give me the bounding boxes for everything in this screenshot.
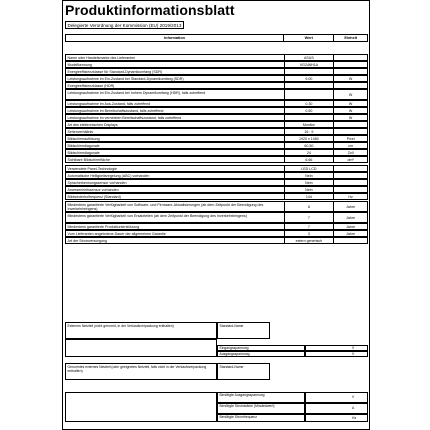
row-value: Monitor <box>285 122 335 127</box>
psu-required-frequency-label: Benötigte Stromfrequenz <box>217 414 305 422</box>
row-value: LED LCD <box>285 166 335 171</box>
row-value: Nein <box>285 173 335 178</box>
row-unit <box>334 83 367 88</box>
row-unit: W <box>348 115 353 120</box>
table-row <box>65 186 368 193</box>
row-unit: Pixel <box>346 136 355 141</box>
row-label: Leistungsaufnahme im Aus-Zustand, falls zutreffend <box>66 101 285 106</box>
table-row <box>65 128 368 135</box>
row-label: Vom Lieferanten angebotene Dauer der allgemeinen Garantie <box>66 231 285 236</box>
row-value <box>285 83 335 88</box>
row-label: Art des elektronischen Displays <box>66 122 285 127</box>
row-value: Nein <box>285 180 335 185</box>
row-value: 0.30 <box>285 101 335 106</box>
row-value: ASUS <box>285 55 335 60</box>
row-label: Leistungsaufnahme im vernetzten Bereitschaftszustand, falls zutreffend <box>66 115 285 120</box>
table-row <box>65 212 368 223</box>
table-row <box>65 165 368 172</box>
psu-generic-standard: Standard-Name <box>217 363 270 380</box>
table-row <box>65 172 368 179</box>
table-row <box>65 61 368 68</box>
row-unit: Jahre <box>346 204 356 209</box>
row-unit <box>334 129 367 134</box>
header-value: Wert <box>284 35 334 41</box>
table-row <box>65 142 368 149</box>
psu-required-current-label: Benötigte Stromstärke (Mindestwert) <box>217 403 305 414</box>
row-value: 144 <box>285 194 335 199</box>
row-value: 16 : 9 <box>285 129 335 134</box>
row-label: Automatische Helligkeitsregelung (ABC) vorhanden <box>66 173 285 178</box>
row-value <box>285 90 335 99</box>
row-value <box>285 69 335 74</box>
psu-required-frequency-unit: Hz <box>352 416 357 420</box>
row-unit <box>334 187 367 192</box>
row-label: Bildschirmdiagonale <box>66 143 285 148</box>
row-label: Verwendete Panel-Technologie <box>66 166 285 171</box>
row-value: 1920 x 1080 <box>285 136 335 141</box>
row-unit: W <box>348 101 353 106</box>
psu-required-current-value <box>305 403 368 414</box>
psu-external-label: Externes Netzteil (nicht genormt, in der Verkaufsverpackung enthalten) <box>65 322 217 339</box>
row-value: 7 <box>285 213 335 222</box>
table-row <box>65 179 368 186</box>
row-label: Mindestens garantierte Verfügbarkeit von Ersatzteilen (ab dem Zeitpunkt der Beendigung des Inverkehrbringens) <box>66 213 285 222</box>
row-label: Mindestens garantierte Produktunterstützung <box>66 224 285 229</box>
psu-output-voltage-unit: V <box>352 351 355 356</box>
psu-required-voltage-unit: V <box>352 395 355 399</box>
psu-generic-spacer <box>65 392 217 422</box>
psu-input-voltage-unit: V <box>352 345 355 350</box>
row-label: Bildwiederholfrequenz (Standard) <box>66 194 285 199</box>
row-unit: W <box>348 76 353 81</box>
row-unit <box>334 238 367 243</box>
row-label: Name oder Handelsmarke des Lieferanten <box>66 55 285 60</box>
row-unit: W <box>348 92 353 97</box>
row-label: Energieeffizienzklasse für Standard-Dynamikumfang (SDR) <box>66 69 285 74</box>
row-label: Energieeffizienzklasse (HDR) <box>66 83 285 88</box>
psu-input-voltage-label: Eingangsspannung <box>217 345 305 351</box>
row-value: 3 <box>285 231 335 236</box>
table-row <box>65 230 368 237</box>
psu-external-standard: Standard-Name <box>217 322 270 339</box>
row-unit <box>334 55 367 60</box>
psu-required-current-unit: A <box>352 406 355 410</box>
table-row <box>65 237 368 244</box>
table-row <box>65 100 368 107</box>
header-information: Information <box>66 35 284 41</box>
table-row <box>65 193 368 200</box>
page-title: Produktinformationsblatt <box>65 2 235 18</box>
row-value: 0.50 <box>285 108 335 113</box>
table-row <box>65 114 368 121</box>
psu-required-voltage-value <box>305 392 368 403</box>
row-value: 6.66 <box>285 157 335 162</box>
table-header <box>65 34 368 42</box>
row-label: Leistungsaufnahme im Ein-Zustand bei hohem Dynamikumfang (HDR), falls zutreffend <box>66 90 285 99</box>
table-row <box>65 223 368 230</box>
row-value: 7 <box>285 224 335 229</box>
psu-generic-label: Genormtes externes Netzteil (oder geeignetes Netzteil, falls nicht in der Verkaufsverpackung enthalten) <box>65 363 217 380</box>
table-row <box>65 107 368 114</box>
row-label: Art der Stromversorgung <box>66 238 285 243</box>
row-unit: W <box>348 108 353 113</box>
row-label: Seitenverhältnis <box>66 129 285 134</box>
row-unit: Jahre <box>346 215 356 220</box>
table-row <box>65 201 368 212</box>
row-label: Leistungsaufnahme im Ein-Zustand bei Standard-Dynamikumfang (SDR) <box>66 76 285 81</box>
table-row <box>65 68 368 75</box>
row-unit: Zoll <box>347 150 354 155</box>
row-value: Nein <box>285 187 335 192</box>
row-label: Leistungsaufnahme im Bereitschaftszustand, falls zutreffend <box>66 108 285 113</box>
regulation-reference: Delegierte Verordnung der Kommission (EU) 2019/2013 <box>65 21 184 29</box>
psu-output-voltage-value <box>305 351 368 357</box>
psu-output-voltage-label: Ausgangsspannung <box>217 351 305 357</box>
row-value <box>285 115 335 120</box>
row-label: Modellkennung <box>66 62 285 67</box>
row-value: 24 <box>285 150 335 155</box>
row-unit: Jahre <box>346 231 356 236</box>
row-value: 60.50 <box>285 143 335 148</box>
psu-required-frequency-value <box>305 414 368 422</box>
row-label: Mindestens garantierte Verfügbarkeit von Software- und Firmware-Aktualisierungen (ab dem Zeitpunkt der Beendigung des Inverkehrbringens) <box>66 202 285 211</box>
header-unit: Einheit <box>344 36 358 40</box>
row-unit <box>334 173 367 178</box>
row-label: Sichtbare Bildschirmfläche <box>66 157 285 162</box>
row-label: Spracherkennungssensor vorhanden <box>66 180 285 185</box>
table-row <box>65 54 368 61</box>
table-row <box>65 156 368 163</box>
row-label: Bildschirmdiagonale <box>66 150 285 155</box>
table-row <box>65 121 368 128</box>
psu-external-spacer <box>65 339 217 357</box>
row-unit: Jahre <box>346 224 356 229</box>
table-row <box>65 89 368 100</box>
row-value: VG246H1A <box>285 62 335 67</box>
row-unit: cm <box>348 143 353 148</box>
row-unit <box>334 62 367 67</box>
table-row <box>65 135 368 142</box>
row-value: extern generisch <box>285 238 335 243</box>
row-unit: dm² <box>347 157 354 162</box>
row-unit: Hz <box>348 194 353 199</box>
row-unit <box>334 166 367 171</box>
table-row <box>65 149 368 156</box>
row-value: 8 <box>285 202 335 211</box>
psu-required-voltage-label: Benötigte Ausgangsspannung <box>217 392 305 403</box>
row-label: Bildschirmauflösung <box>66 136 285 141</box>
row-unit <box>334 122 367 127</box>
row-unit <box>334 180 367 185</box>
row-value: 9.00 <box>285 76 335 81</box>
row-unit <box>334 69 367 74</box>
table-row <box>65 82 368 89</box>
row-label: Anwesenheitssensor vorhanden <box>66 187 285 192</box>
table-row <box>65 75 368 82</box>
